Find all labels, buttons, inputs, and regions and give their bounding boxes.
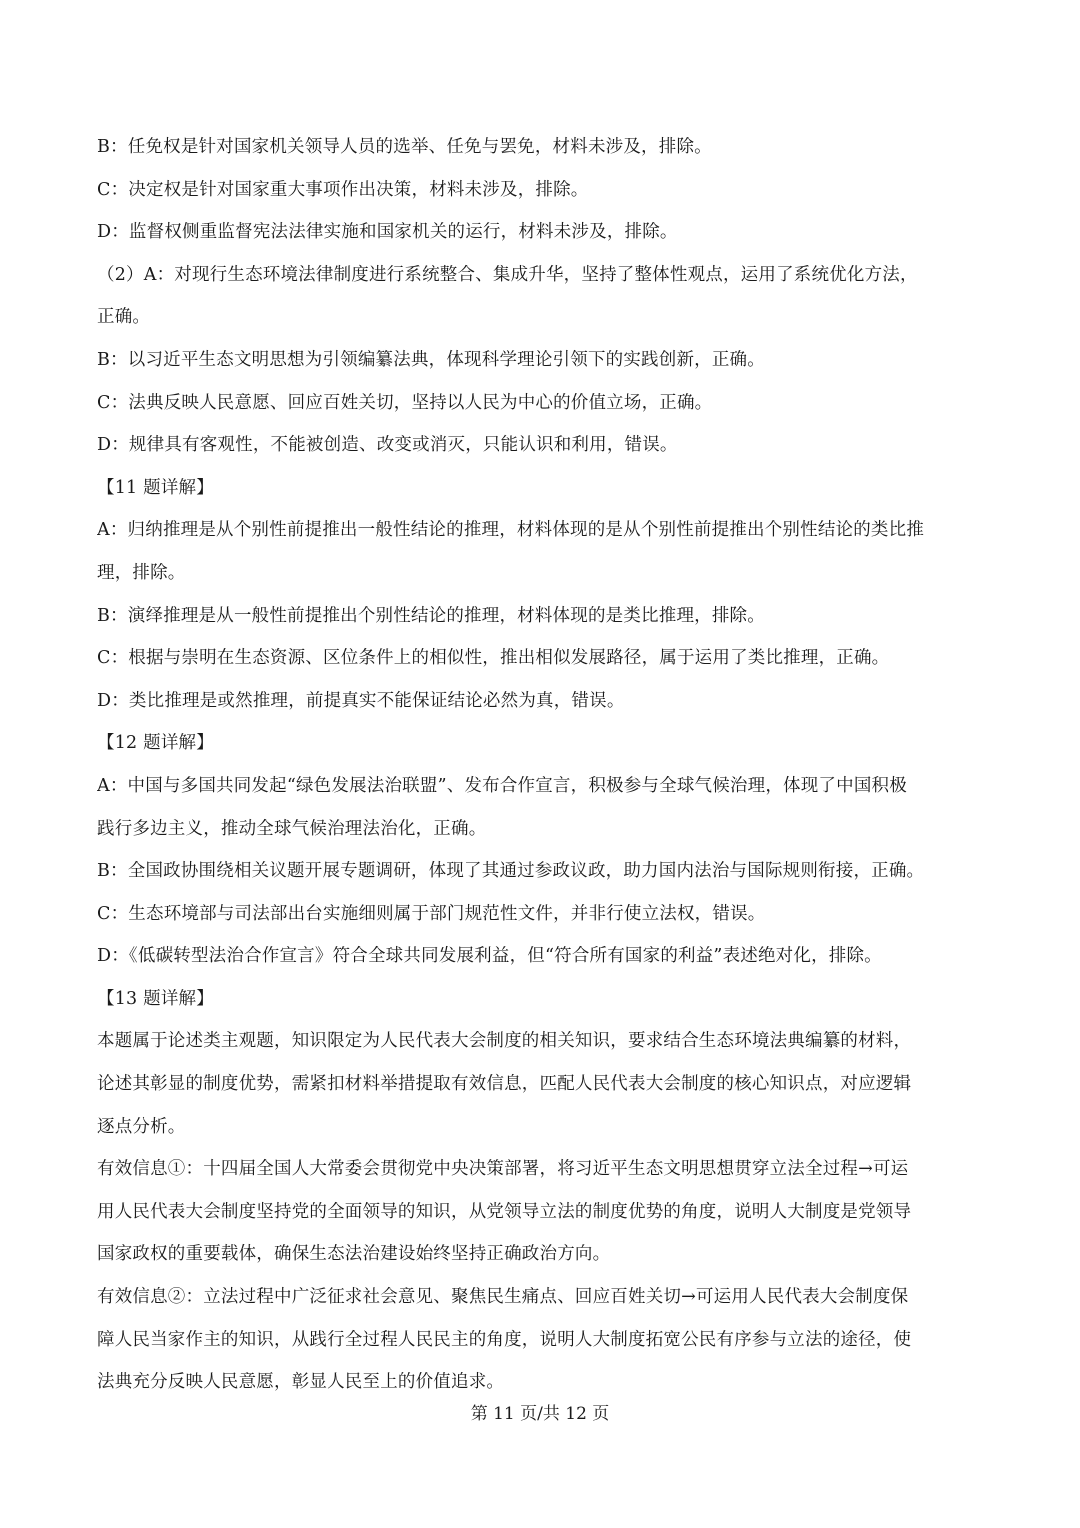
section-heading-q11: 【11 题详解】 bbox=[97, 477, 214, 498]
text-line: B：任免权是针对国家机关领导人员的选举、任免与罢免，材料未涉及，排除。 bbox=[97, 137, 712, 157]
text-line: 践行多边主义，推动全球气候治理法治化，正确。 bbox=[97, 818, 487, 839]
text-line: 国家政权的重要载体，确保生态法治建设始终坚持正确政治方向。 bbox=[97, 1244, 611, 1265]
text-line: 理，排除。 bbox=[97, 562, 186, 583]
text-line: D：《低碳转型法治合作宣言》符合全球共同发展利益，但“符合所有国家的利益”表述绝对化，排除。 bbox=[97, 946, 882, 967]
text-line: A：归纳推理是从个别性前提推出一般性结论的推理，材料体现的是从个别性前提推出个别性结论的类比推 bbox=[97, 520, 925, 541]
text-line: 有效信息①：十四届全国人大常委会贯彻党中央决策部署，将习近平生态文明思想贯穿立法全过程→可运 bbox=[97, 1159, 909, 1180]
page-number-footer: 第 11 页/共 12 页 bbox=[470, 1404, 610, 1424]
section-heading-q13: 【13 题详解】 bbox=[97, 988, 214, 1009]
text-line: D：规律具有客观性，不能被创造、改变或消灭，只能认识和利用，错误。 bbox=[97, 435, 678, 456]
text-line: 用人民代表大会制度坚持党的全面领导的知识，从党领导立法的制度优势的角度，说明人大制度是党领导 bbox=[97, 1201, 912, 1222]
text-line: D：类比推理是或然推理，前提真实不能保证结论必然为真，错误。 bbox=[97, 690, 625, 711]
text-line: C：决定权是针对国家重大事项作出决策，材料未涉及，排除。 bbox=[97, 179, 589, 200]
text-line: C：生态环境部与司法部出台实施细则属于部门规范性文件，并非行使立法权，错误。 bbox=[97, 903, 766, 924]
text-line: C：法典反映人民意愿、回应百姓关切，坚持以人民为中心的价值立场，正确。 bbox=[97, 392, 713, 413]
text-line: B：以习近平生态文明思想为引领编纂法典，体现科学理论引领下的实践创新，正确。 bbox=[97, 349, 765, 370]
text-line: 本题属于论述类主观题，知识限定为人民代表大会制度的相关知识，要求结合生态环境法典编纂的材料， bbox=[97, 1031, 912, 1052]
document-body bbox=[97, 126, 987, 1404]
text-line: 正确。 bbox=[97, 307, 151, 328]
text-line: B：全国政协围绕相关议题开展专题调研，体现了其通过参政议政，助力国内法治与国际规则衔接，正确。 bbox=[97, 861, 925, 882]
text-line: 法典充分反映人民意愿，彰显人民至上的价值追求。 bbox=[97, 1372, 505, 1393]
text-line: B：演绎推理是从一般性前提推出个别性结论的推理，材料体现的是类比推理，排除。 bbox=[97, 605, 765, 626]
section-heading-q12: 【12 题详解】 bbox=[97, 733, 214, 754]
text-line: A：中国与多国共同发起“绿色发展法治联盟”、发布合作宣言，积极参与全球气候治理，体现了中国积极 bbox=[97, 775, 907, 796]
text-line: C：根据与崇明在生态资源、区位条件上的相似性，推出相似发展路径，属于运用了类比推理，正确。 bbox=[97, 648, 890, 669]
text-line: 有效信息②：立法过程中广泛征求社会意见、聚焦民生痛点、回应百姓关切→可运用人民代表大会制度保 bbox=[97, 1287, 909, 1308]
text-line: 逐点分析。 bbox=[97, 1116, 186, 1137]
text-line: 障人民当家作主的知识，从践行全过程人民民主的角度，说明人大制度拓宽公民有序参与立法的途径，使 bbox=[97, 1329, 912, 1350]
text-line: （2）A：对现行生态环境法律制度进行系统整合、集成升华，坚持了整体性观点，运用了系统优化方法， bbox=[97, 264, 918, 285]
text-line: 论述其彰显的制度优势，需紧扣材料举措提取有效信息，匹配人民代表大会制度的核心知识点，对应逻辑 bbox=[97, 1074, 912, 1095]
text-line: D：监督权侧重监督宪法法律实施和国家机关的运行，材料未涉及，排除。 bbox=[97, 222, 678, 243]
